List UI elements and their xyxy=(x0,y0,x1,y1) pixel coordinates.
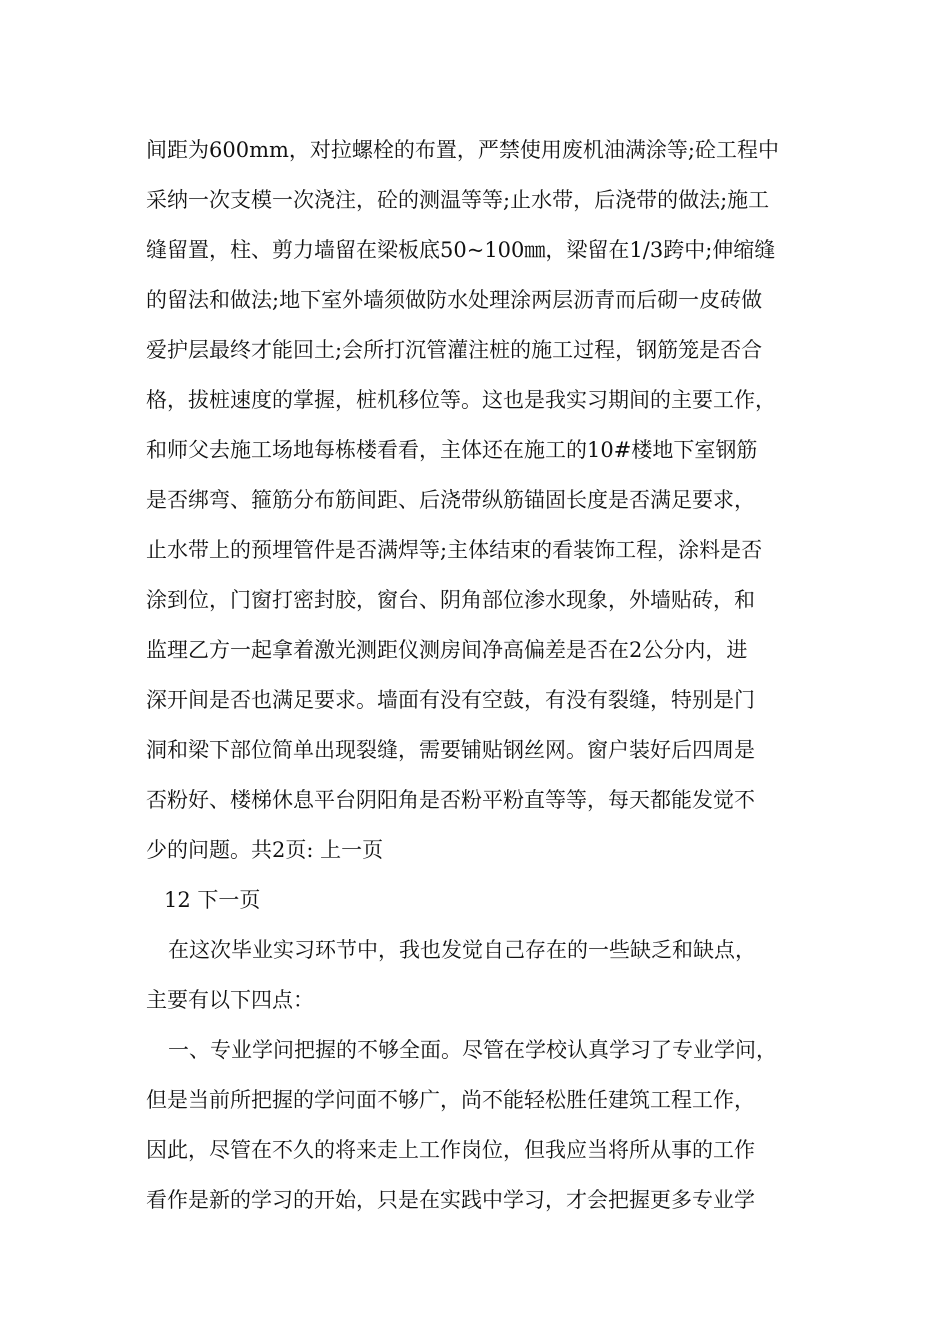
text-line-5: 爱护层最终才能回土;会所打沉管灌注桩的施工过程，钢筋笼是否合 xyxy=(146,338,763,362)
text-line-11: 监理乙方一起拿着激光测距仪测房间净高偏差是否在2公分内，进 xyxy=(146,638,748,662)
paragraph-3-line-4: 看作是新的学习的开始，只是在实践中学习，才会把握更多专业学 xyxy=(146,1188,755,1212)
text-line-13: 洞和梁下部位简单出现裂缝，需要铺贴钢丝网。窗户装好后四周是 xyxy=(146,738,755,762)
text-line-8: 是否绑弯、箍筋分布筋间距、后浇带纵筋锚固长度是否满足要求， xyxy=(146,488,755,512)
paragraph-3-line-3: 因此，尽管在不久的将来走上工作岗位，但我应当将所从事的工作 xyxy=(146,1138,755,1162)
text-line-1: 间距为600mm，对拉螺栓的布置，严禁使用废机油满涂等;砼工程中 xyxy=(146,138,779,162)
text-line-14: 否粉好、楼梯休息平台阴阳角是否粉平粉直等等，每天都能发觉不 xyxy=(146,788,755,812)
text-line-9: 止水带上的预埋管件是否满焊等;主体结束的看装饰工程，涂料是否 xyxy=(146,538,763,562)
paragraph-3-line-1: 一、专业学问把握的不够全面。尽管在学校认真学习了专业学问， xyxy=(168,1038,777,1062)
text-line-10: 涂到位，门窗打密封胶，窗台、阴角部位渗水现象，外墙贴砖，和 xyxy=(146,588,755,612)
paragraph-2-line-1: 在这次毕业实习环节中，我也发觉自己存在的一些缺乏和缺点， xyxy=(168,938,756,962)
text-line-2: 采纳一次支模一次浇注，砼的测温等等;止水带，后浇带的做法;施工 xyxy=(146,188,770,212)
text-line-3: 缝留置，柱、剪力墙留在梁板底50~100㎜，梁留在1/3跨中;伸缩缝 xyxy=(146,238,776,262)
text-line-4: 的留法和做法;地下室外墙须做防水处理涂两层沥青而后砌一皮砖做 xyxy=(146,288,763,312)
paragraph-3-line-2: 但是当前所把握的学问面不够广，尚不能轻松胜任建筑工程工作， xyxy=(146,1088,755,1112)
text-line-15: 少的问题。共2页: 上一页 xyxy=(146,838,384,862)
text-line-12: 深开间是否也满足要求。墙面有没有空鼓，有没有裂缝，特别是门 xyxy=(146,688,755,712)
text-line-7: 和师父去施工场地每栋楼看看，主体还在施工的10#楼地下室钢筋 xyxy=(146,438,758,462)
pagination-line: 12 下一页 xyxy=(164,888,261,912)
paragraph-2-line-2: 主要有以下四点： xyxy=(146,988,314,1012)
document-body xyxy=(146,125,826,1225)
text-line-6: 格，拔桩速度的掌握，桩机移位等。这也是我实习期间的主要工作， xyxy=(146,388,776,412)
